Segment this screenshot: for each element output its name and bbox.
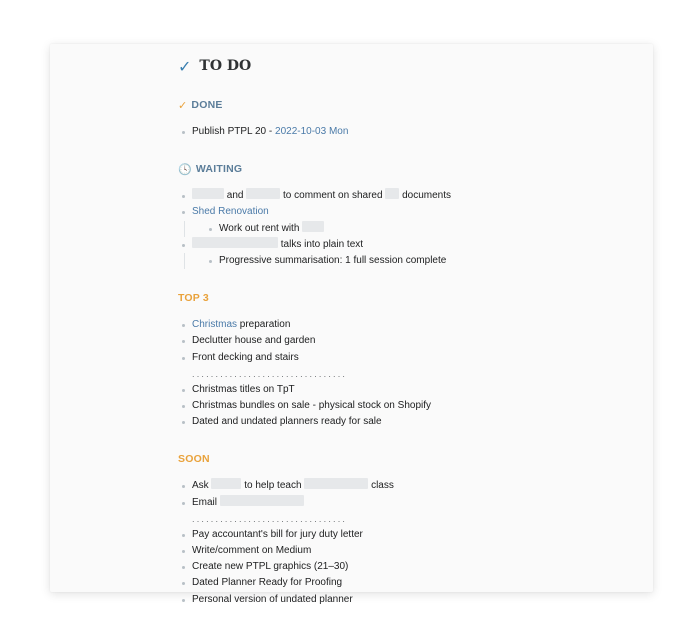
section-heading-top3 [178, 291, 638, 305]
list-item[interactable]: Pay accountant's bill for jury duty letter [178, 527, 638, 543]
list-item[interactable] [178, 478, 638, 494]
sub-list-item[interactable] [205, 221, 638, 237]
item-text: and [226, 190, 244, 202]
page-title-text: TO DO [199, 58, 252, 74]
list-item[interactable] [178, 124, 638, 140]
clock-icon: 🕓 [178, 163, 192, 176]
redacted-text [385, 188, 399, 199]
section-waiting [178, 162, 638, 269]
list-item[interactable]: Declutter house and garden [178, 333, 638, 349]
item-text: to comment on shared [283, 190, 383, 202]
section-heading-text: DONE [191, 99, 223, 111]
soon-list [178, 478, 638, 607]
list-item[interactable] [178, 188, 638, 204]
item-text: Ask [192, 480, 209, 492]
shed-renovation-link[interactable]: Shed Renovation [192, 206, 269, 218]
date-link[interactable]: 2022-10-03 Mon [275, 126, 349, 137]
section-top3 [178, 291, 638, 430]
sub-list [184, 221, 638, 237]
redacted-text [304, 478, 368, 489]
item-text: Progressive summarisation: 1 full session complete [219, 255, 447, 267]
item-text: Work out rent with [219, 222, 300, 234]
item-text: documents [402, 190, 452, 202]
section-heading-text: WAITING [195, 163, 243, 176]
note-content [178, 56, 638, 608]
list-item[interactable]: Christmas titles on TpT [178, 382, 638, 398]
check-icon: ✓ [178, 56, 192, 76]
section-heading-text: TOP 3 [178, 292, 209, 305]
list-item[interactable]: Dated and undated planners ready for sale [178, 414, 638, 430]
item-text: Email [192, 496, 218, 508]
item-text: preparation [237, 319, 291, 331]
list-item[interactable] [178, 317, 638, 333]
dotted-divider: ................................. [192, 513, 348, 524]
list-item[interactable]: Write/comment on Medium [178, 543, 638, 559]
list-item[interactable]: Christmas bundles on sale - physical stock on Shopify [178, 398, 638, 414]
item-text: class [371, 480, 394, 492]
redacted-text [192, 188, 224, 199]
section-heading-text: SOON [178, 453, 210, 466]
section-heading-done [178, 98, 638, 112]
item-text: talks into plain text [280, 238, 364, 250]
top3-list [178, 317, 638, 430]
list-item[interactable]: Dated Planner Ready for Proofing [178, 575, 638, 591]
section-soon [178, 452, 638, 607]
dotted-divider: ................................. [192, 368, 348, 379]
section-heading-waiting [178, 162, 638, 176]
list-item[interactable] [178, 495, 638, 511]
item-text: Publish PTPL 20 - [192, 126, 276, 137]
list-item[interactable] [178, 237, 638, 253]
item-text: to help teach [244, 480, 302, 492]
section-done [178, 98, 638, 140]
sub-list [184, 253, 638, 269]
list-item[interactable] [178, 204, 638, 220]
redacted-text [211, 478, 241, 489]
page-title [178, 56, 638, 76]
sub-list-item[interactable] [205, 253, 638, 269]
redacted-text [220, 495, 304, 506]
list-item[interactable]: Create new PTPL graphics (21–30) [178, 559, 638, 575]
redacted-text [302, 221, 324, 232]
redacted-text [246, 188, 280, 199]
list-item[interactable]: Personal version of undated planner [178, 592, 638, 608]
done-list [178, 124, 638, 140]
redacted-text [192, 237, 278, 248]
christmas-link[interactable]: Christmas [192, 319, 238, 331]
waiting-list [178, 188, 638, 269]
list-item[interactable]: Front decking and stairs [178, 350, 638, 366]
checkmark-icon: ✓ [178, 99, 188, 112]
section-heading-soon [178, 452, 638, 466]
note-card [50, 44, 653, 605]
